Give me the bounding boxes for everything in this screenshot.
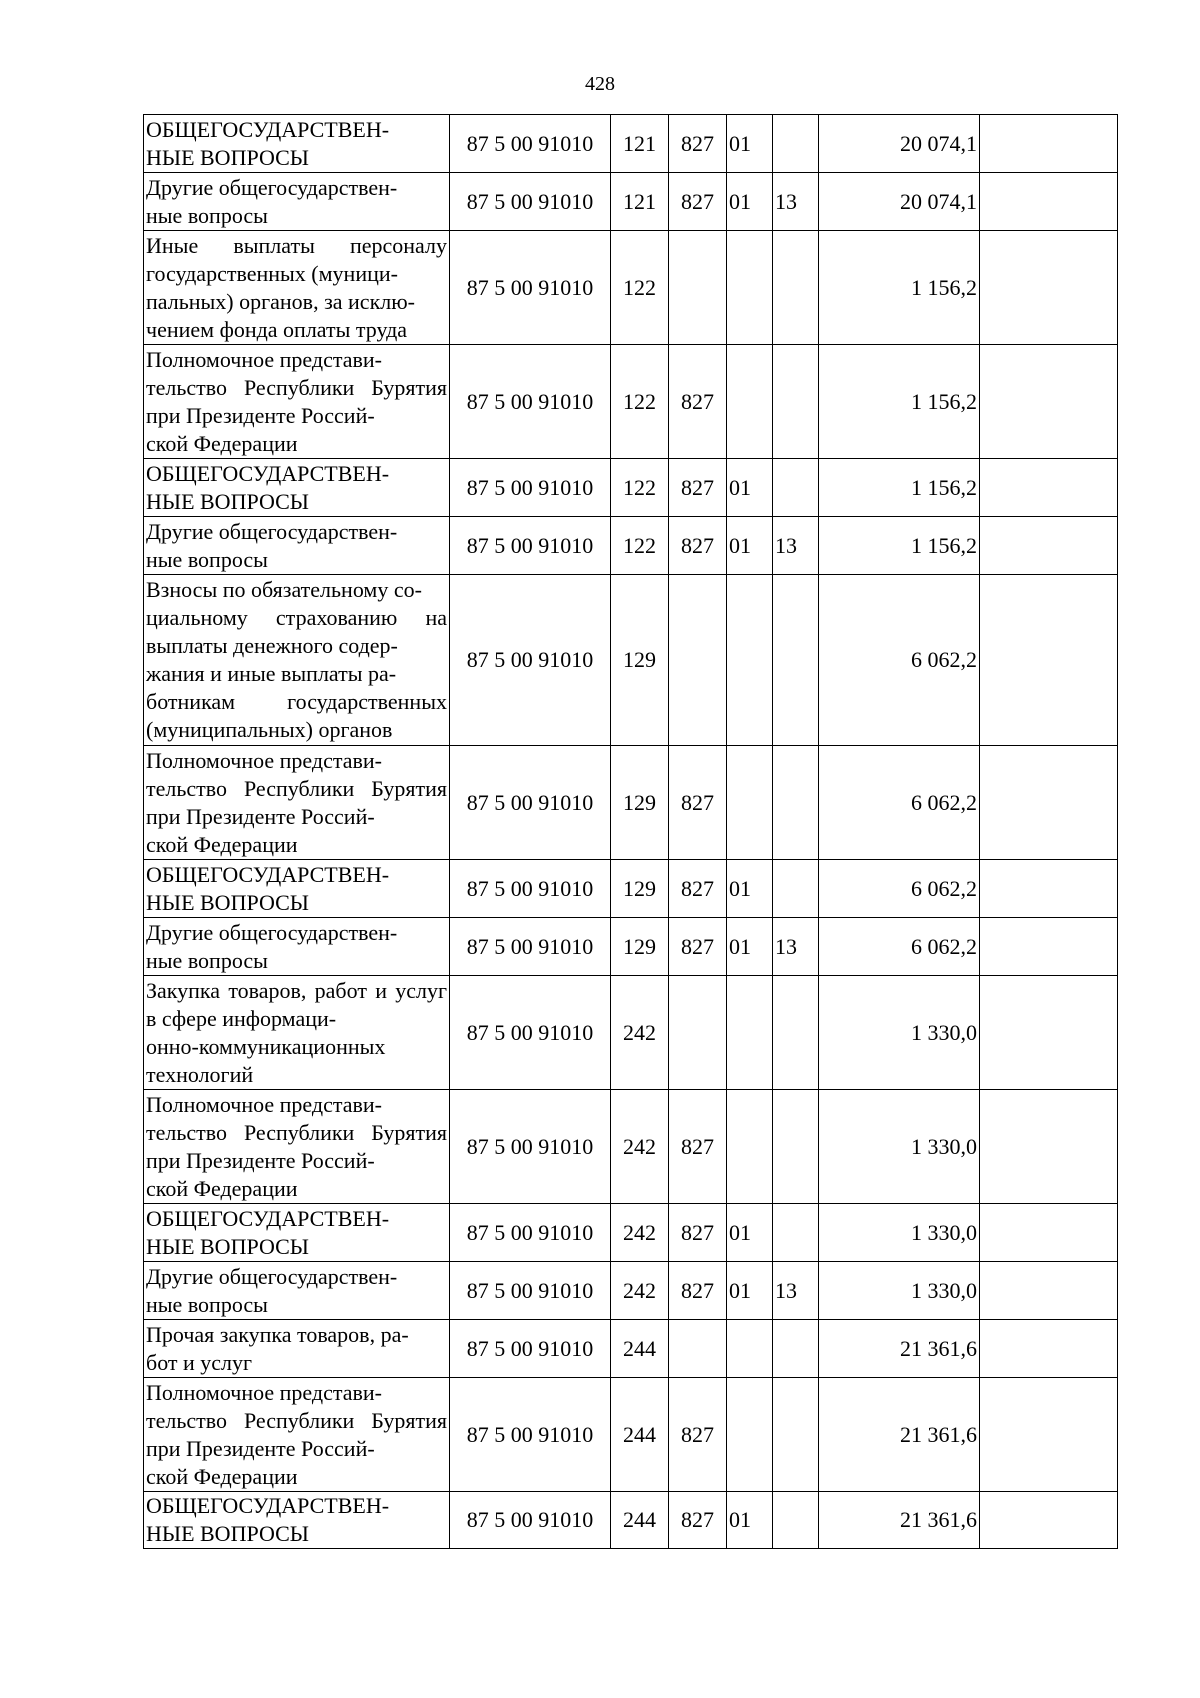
cell-subsection — [773, 459, 819, 517]
cell-subsection — [773, 860, 819, 918]
table-row — [144, 1320, 1118, 1378]
cell-subsection — [773, 1320, 819, 1378]
cell-section: 01 — [727, 459, 773, 517]
cell-target-article: 87 5 00 91010 — [450, 345, 611, 459]
cell-target-article: 87 5 00 91010 — [450, 860, 611, 918]
cell-department-code: 827 — [669, 1204, 727, 1262]
cell-amount: 1 156,2 — [819, 345, 980, 459]
cell-expense-type: 122 — [611, 517, 669, 575]
cell-extra — [980, 517, 1118, 575]
cell-amount: 6 062,2 — [819, 860, 980, 918]
cell-department-code: 827 — [669, 918, 727, 976]
cell-amount: 1 156,2 — [819, 517, 980, 575]
cell-target-article: 87 5 00 91010 — [450, 173, 611, 231]
cell-subsection — [773, 115, 819, 173]
cell-extra — [980, 1262, 1118, 1320]
cell-expense-type: 122 — [611, 345, 669, 459]
cell-section — [727, 231, 773, 345]
table-row — [144, 1378, 1118, 1492]
table-row — [144, 1262, 1118, 1320]
cell-extra — [980, 115, 1118, 173]
table-row — [144, 459, 1118, 517]
cell-subsection: 13 — [773, 918, 819, 976]
cell-expense-type: 242 — [611, 1090, 669, 1204]
cell-department-code — [669, 976, 727, 1090]
cell-amount: 1 330,0 — [819, 1204, 980, 1262]
cell-section: 01 — [727, 517, 773, 575]
cell-extra — [980, 1320, 1118, 1378]
cell-amount: 1 330,0 — [819, 1262, 980, 1320]
cell-target-article: 87 5 00 91010 — [450, 1090, 611, 1204]
cell-expense-type: 122 — [611, 459, 669, 517]
cell-amount: 20 074,1 — [819, 173, 980, 231]
cell-section — [727, 1320, 773, 1378]
page-number: 428 — [585, 73, 615, 95]
cell-name: ОБЩЕГОСУДАРСТВЕН- НЫЕ ВОПРОСЫ — [144, 115, 450, 173]
cell-subsection — [773, 575, 819, 746]
cell-amount: 6 062,2 — [819, 918, 980, 976]
table-row — [144, 345, 1118, 459]
cell-section: 01 — [727, 918, 773, 976]
cell-target-article: 87 5 00 91010 — [450, 1378, 611, 1492]
table-row — [144, 231, 1118, 345]
cell-subsection — [773, 231, 819, 345]
cell-department-code: 827 — [669, 345, 727, 459]
cell-section — [727, 976, 773, 1090]
cell-expense-type: 129 — [611, 746, 669, 860]
cell-extra — [980, 746, 1118, 860]
cell-name: Прочая закупка товаров, ра- бот и услуг — [144, 1320, 450, 1378]
cell-expense-type: 122 — [611, 231, 669, 345]
cell-amount: 21 361,6 — [819, 1492, 980, 1549]
cell-extra — [980, 1378, 1118, 1492]
cell-amount: 21 361,6 — [819, 1378, 980, 1492]
cell-name: Другие общегосударствен- ные вопросы — [144, 918, 450, 976]
cell-extra — [980, 1204, 1118, 1262]
cell-target-article: 87 5 00 91010 — [450, 575, 611, 746]
cell-expense-type: 244 — [611, 1320, 669, 1378]
cell-extra — [980, 459, 1118, 517]
cell-department-code — [669, 575, 727, 746]
cell-amount: 1 330,0 — [819, 1090, 980, 1204]
cell-extra — [980, 1090, 1118, 1204]
cell-name: ОБЩЕГОСУДАРСТВЕН- НЫЕ ВОПРОСЫ — [144, 1492, 450, 1549]
table-row — [144, 1204, 1118, 1262]
cell-target-article: 87 5 00 91010 — [450, 459, 611, 517]
cell-name: Взносы по обязательному со- циальному страхованию на выплаты денежного содер- жания и иные выплаты ра- ботникам государственных (муниципальных) органов — [144, 575, 450, 746]
cell-target-article: 87 5 00 91010 — [450, 746, 611, 860]
cell-target-article: 87 5 00 91010 — [450, 517, 611, 575]
cell-expense-type: 129 — [611, 575, 669, 746]
cell-department-code: 827 — [669, 1262, 727, 1320]
cell-extra — [980, 860, 1118, 918]
cell-extra — [980, 231, 1118, 345]
cell-subsection — [773, 746, 819, 860]
cell-name: Закупка товаров, работ и услуг в сфере информаци- онно-коммуникационных технологий — [144, 976, 450, 1090]
cell-department-code: 827 — [669, 173, 727, 231]
cell-subsection: 13 — [773, 173, 819, 231]
cell-amount: 6 062,2 — [819, 746, 980, 860]
cell-subsection: 13 — [773, 517, 819, 575]
cell-extra — [980, 918, 1118, 976]
cell-name: Полномочное представи- тельство Республики Бурятия при Президенте Россий- ской Федерации — [144, 1378, 450, 1492]
table-row — [144, 918, 1118, 976]
cell-name: ОБЩЕГОСУДАРСТВЕН- НЫЕ ВОПРОСЫ — [144, 459, 450, 517]
table-row — [144, 517, 1118, 575]
cell-target-article: 87 5 00 91010 — [450, 918, 611, 976]
cell-department-code: 827 — [669, 1378, 727, 1492]
cell-section — [727, 746, 773, 860]
cell-name: Полномочное представи- тельство Республики Бурятия при Президенте Россий- ской Федерации — [144, 746, 450, 860]
cell-department-code: 827 — [669, 517, 727, 575]
cell-name: ОБЩЕГОСУДАРСТВЕН- НЫЕ ВОПРОСЫ — [144, 1204, 450, 1262]
cell-section: 01 — [727, 860, 773, 918]
table-row — [144, 860, 1118, 918]
cell-section: 01 — [727, 1204, 773, 1262]
cell-name: Другие общегосударствен- ные вопросы — [144, 173, 450, 231]
budget-table-body — [144, 115, 1118, 1549]
table-row — [144, 1492, 1118, 1549]
cell-extra — [980, 173, 1118, 231]
cell-department-code: 827 — [669, 860, 727, 918]
cell-expense-type: 129 — [611, 860, 669, 918]
table-row — [144, 115, 1118, 173]
cell-amount: 1 330,0 — [819, 976, 980, 1090]
cell-department-code: 827 — [669, 115, 727, 173]
cell-amount: 20 074,1 — [819, 115, 980, 173]
cell-expense-type: 242 — [611, 1204, 669, 1262]
cell-subsection — [773, 1090, 819, 1204]
cell-expense-type: 244 — [611, 1378, 669, 1492]
cell-subsection — [773, 1492, 819, 1549]
cell-amount: 21 361,6 — [819, 1320, 980, 1378]
table-row — [144, 173, 1118, 231]
cell-subsection: 13 — [773, 1262, 819, 1320]
cell-subsection — [773, 345, 819, 459]
cell-subsection — [773, 1378, 819, 1492]
cell-extra — [980, 575, 1118, 746]
cell-section — [727, 1090, 773, 1204]
cell-amount: 1 156,2 — [819, 231, 980, 345]
cell-section: 01 — [727, 1492, 773, 1549]
cell-department-code: 827 — [669, 459, 727, 517]
cell-name: Полномочное представи- тельство Республики Бурятия при Президенте Россий- ской Федерации — [144, 345, 450, 459]
cell-expense-type: 129 — [611, 918, 669, 976]
table-row — [144, 1090, 1118, 1204]
cell-department-code: 827 — [669, 1090, 727, 1204]
cell-target-article: 87 5 00 91010 — [450, 1262, 611, 1320]
cell-department-code: 827 — [669, 1492, 727, 1549]
cell-department-code — [669, 1320, 727, 1378]
cell-name: Другие общегосударствен- ные вопросы — [144, 517, 450, 575]
budget-table — [143, 114, 1118, 1549]
cell-amount: 1 156,2 — [819, 459, 980, 517]
cell-name: ОБЩЕГОСУДАРСТВЕН- НЫЕ ВОПРОСЫ — [144, 860, 450, 918]
cell-section — [727, 1378, 773, 1492]
table-row — [144, 976, 1118, 1090]
cell-expense-type: 121 — [611, 173, 669, 231]
cell-expense-type: 242 — [611, 976, 669, 1090]
cell-department-code: 827 — [669, 746, 727, 860]
cell-target-article: 87 5 00 91010 — [450, 976, 611, 1090]
cell-subsection — [773, 1204, 819, 1262]
cell-amount: 6 062,2 — [819, 575, 980, 746]
cell-extra — [980, 976, 1118, 1090]
cell-target-article: 87 5 00 91010 — [450, 115, 611, 173]
cell-section — [727, 575, 773, 746]
table-row — [144, 575, 1118, 746]
cell-subsection — [773, 976, 819, 1090]
cell-expense-type: 242 — [611, 1262, 669, 1320]
cell-target-article: 87 5 00 91010 — [450, 231, 611, 345]
cell-target-article: 87 5 00 91010 — [450, 1320, 611, 1378]
cell-expense-type: 121 — [611, 115, 669, 173]
cell-section — [727, 345, 773, 459]
cell-target-article: 87 5 00 91010 — [450, 1204, 611, 1262]
table-row — [144, 746, 1118, 860]
cell-extra — [980, 1492, 1118, 1549]
cell-section: 01 — [727, 115, 773, 173]
cell-section: 01 — [727, 173, 773, 231]
cell-extra — [980, 345, 1118, 459]
cell-name: Другие общегосударствен- ные вопросы — [144, 1262, 450, 1320]
cell-target-article: 87 5 00 91010 — [450, 1492, 611, 1549]
cell-name: Иные выплаты персоналу государственных (муници- пальных) органов, за исклю- чением фонда оплаты труда — [144, 231, 450, 345]
cell-department-code — [669, 231, 727, 345]
cell-expense-type: 244 — [611, 1492, 669, 1549]
cell-name: Полномочное представи- тельство Республики Бурятия при Президенте Россий- ской Федерации — [144, 1090, 450, 1204]
cell-section: 01 — [727, 1262, 773, 1320]
